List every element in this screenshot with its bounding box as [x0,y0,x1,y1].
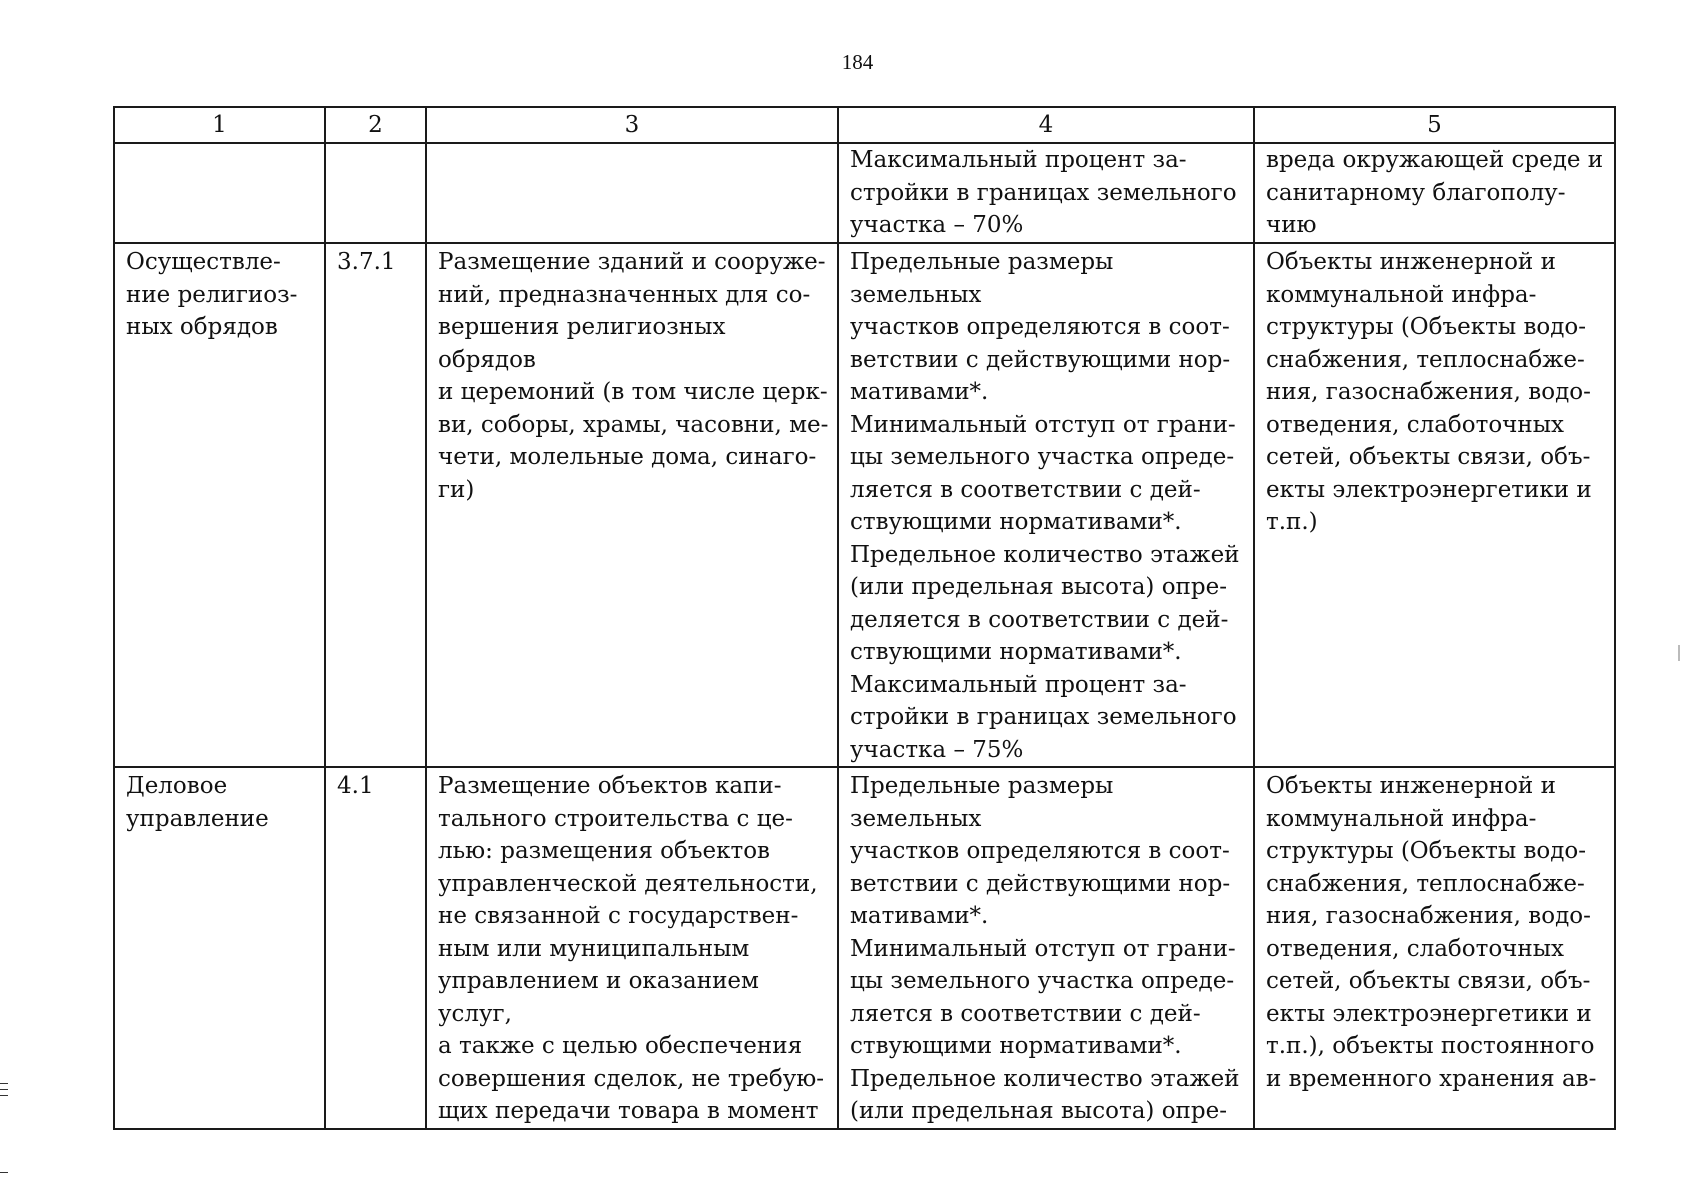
scan-edge-mark [0,1083,8,1084]
parameters-cell: Предельные размеры земельных участков определяются в соот- ветствии с действующими нор- мативами*. Минимальный отступ от грани- цы земельного участка опреде- ляется в соответствии с дей- ствующими нормативами*. Предельное количество этажей (или предельная высота) опре- деляется в соответствии с дей- ствующими нормативами*. Максимальный процент за- стройки в границах земельного участка – 75% [838,243,1254,767]
description-cell: Размещение зданий и сооруже- ний, предназначенных для со- вершения религиозных обрядов и церемоний (в том числе церк- ви, соборы, храмы, часовни, ме- чети, молельные дома, синаго- ги) [426,243,838,767]
use-type-cell [114,143,325,243]
header-col-1: 1 [114,107,325,143]
use-type-cell: Осуществле- ние религиоз- ных обрядов [114,243,325,767]
scan-speck [1678,645,1680,661]
parameters-cell: Максимальный процент за- стройки в границах земельного участка – 70% [838,143,1254,243]
auxiliary-cell: Объекты инженерной и коммунальной инфра- структуры (Объекты водо- снабжения, теплоснабже- ния, газоснабжения, водо- отведения, слаботочных сетей, объекты связи, объ- екты электроэнергетики и т.п.) [1254,243,1615,767]
header-col-4: 4 [838,107,1254,143]
code-cell: 4.1 [325,767,426,1129]
table-row [114,767,1615,1129]
header-col-3: 3 [426,107,838,143]
scan-edge-mark [0,1095,8,1096]
use-type-cell: Деловое управление [114,767,325,1129]
zoning-table [113,106,1616,1130]
auxiliary-cell: вреда окружающей среде и санитарному благополу- чию [1254,143,1615,243]
header-row [114,107,1615,143]
table-row [114,143,1615,243]
table-row [114,243,1615,767]
description-cell: Размещение объектов капи- тального строительства с це- лью: размещения объектов управленческой деятельности, не связанной с государствен- ным или муниципальным управлением и оказанием услуг, а также с целью обеспечения совершения сделок, не требую- щих передачи товара в момент [426,767,838,1129]
scan-edge-mark [0,1172,8,1173]
description-cell [426,143,838,243]
code-cell [325,143,426,243]
parameters-cell: Предельные размеры земельных участков определяются в соот- ветствии с действующими нор- мативами*. Минимальный отступ от грани- цы земельного участка опреде- ляется в соответствии с дей- ствующими нормативами*. Предельное количество этажей (или предельная высота) опре- [838,767,1254,1129]
scan-edge-mark [0,1089,8,1090]
code-cell: 3.7.1 [325,243,426,767]
auxiliary-cell: Объекты инженерной и коммунальной инфра- структуры (Объекты водо- снабжения, теплоснабже- ния, газоснабжения, водо- отведения, слаботочных сетей, объекты связи, объ- екты электроэнергетики и т.п.), объекты постоянного и временного хранения ав- [1254,767,1615,1129]
header-col-2: 2 [325,107,426,143]
header-col-5: 5 [1254,107,1615,143]
page-number: 184 [841,50,874,74]
